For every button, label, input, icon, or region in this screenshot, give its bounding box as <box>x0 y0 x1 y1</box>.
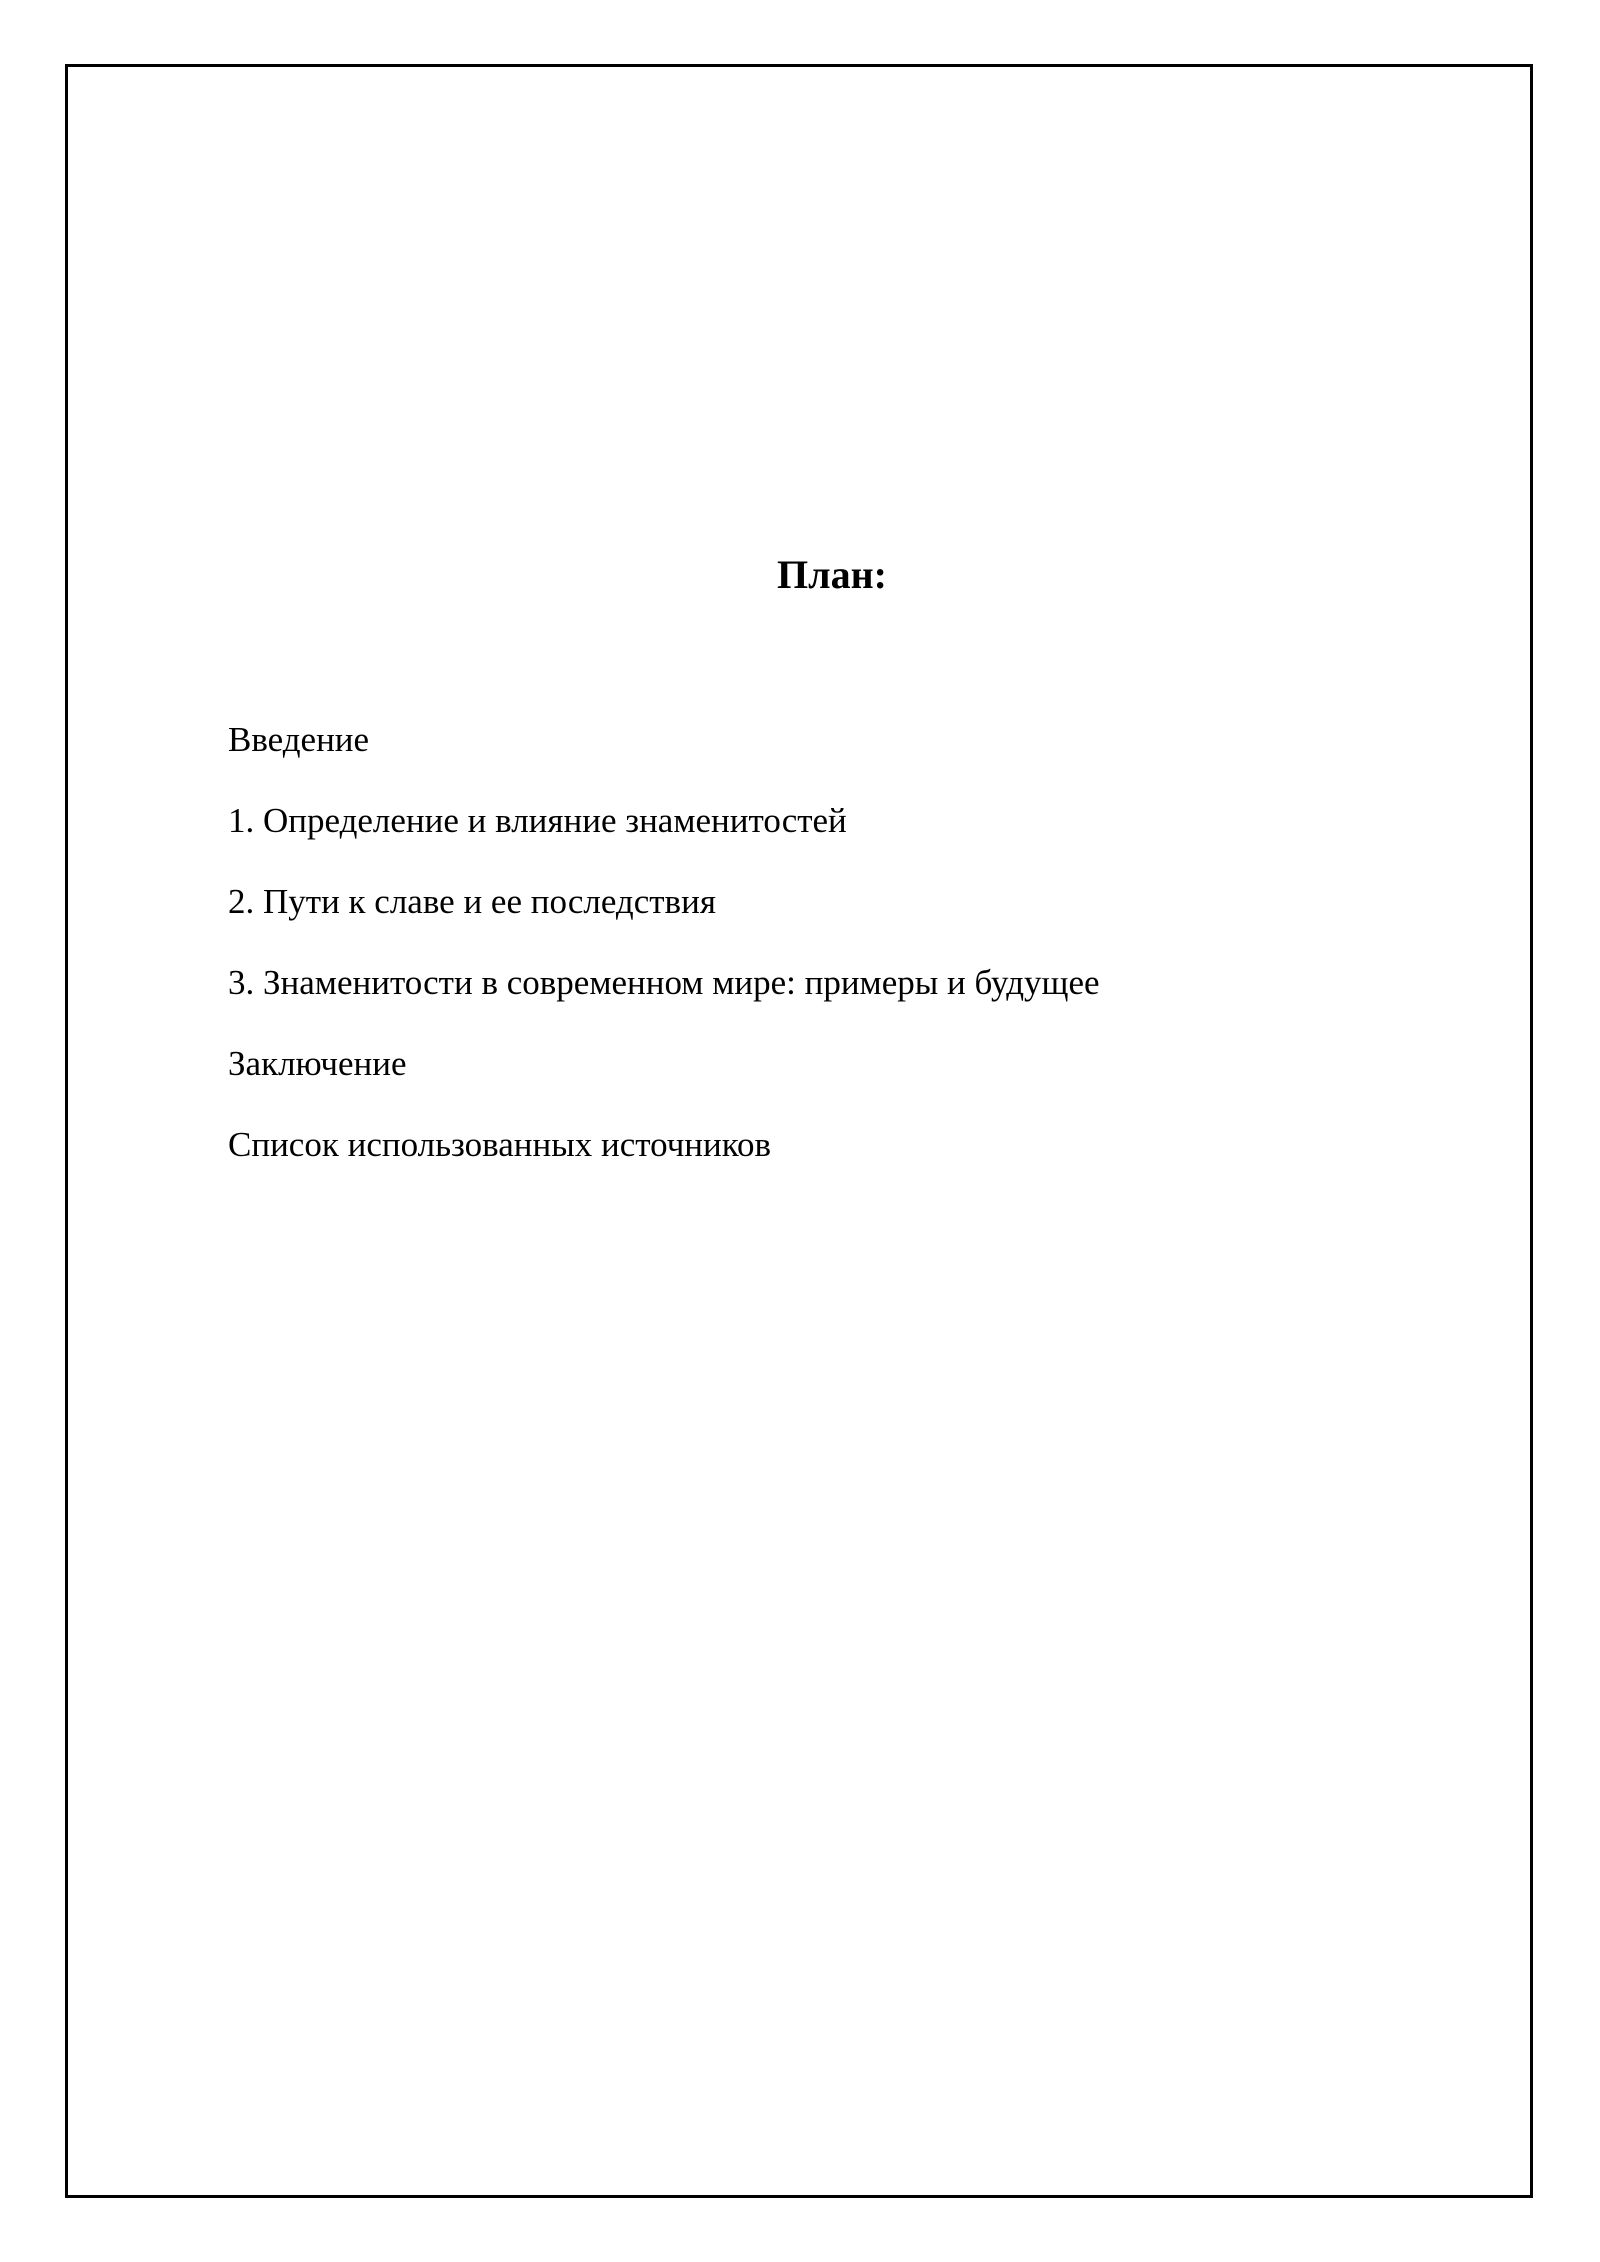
page-title: План: <box>777 552 887 597</box>
toc-item-section-3: 3. Знаменитости в современном мире: примеры и будущее <box>228 963 1100 1002</box>
toc-item-conclusion: Заключение <box>228 1044 407 1083</box>
toc-item-section-1: 1. Определение и влияние знаменитостей <box>228 801 847 840</box>
table-of-contents <box>228 699 1100 1185</box>
toc-item-introduction: Введение <box>228 720 370 759</box>
toc-item-section-2: 2. Пути к славе и ее последствия <box>228 882 716 921</box>
toc-item-references: Список использованных источников <box>228 1125 772 1164</box>
